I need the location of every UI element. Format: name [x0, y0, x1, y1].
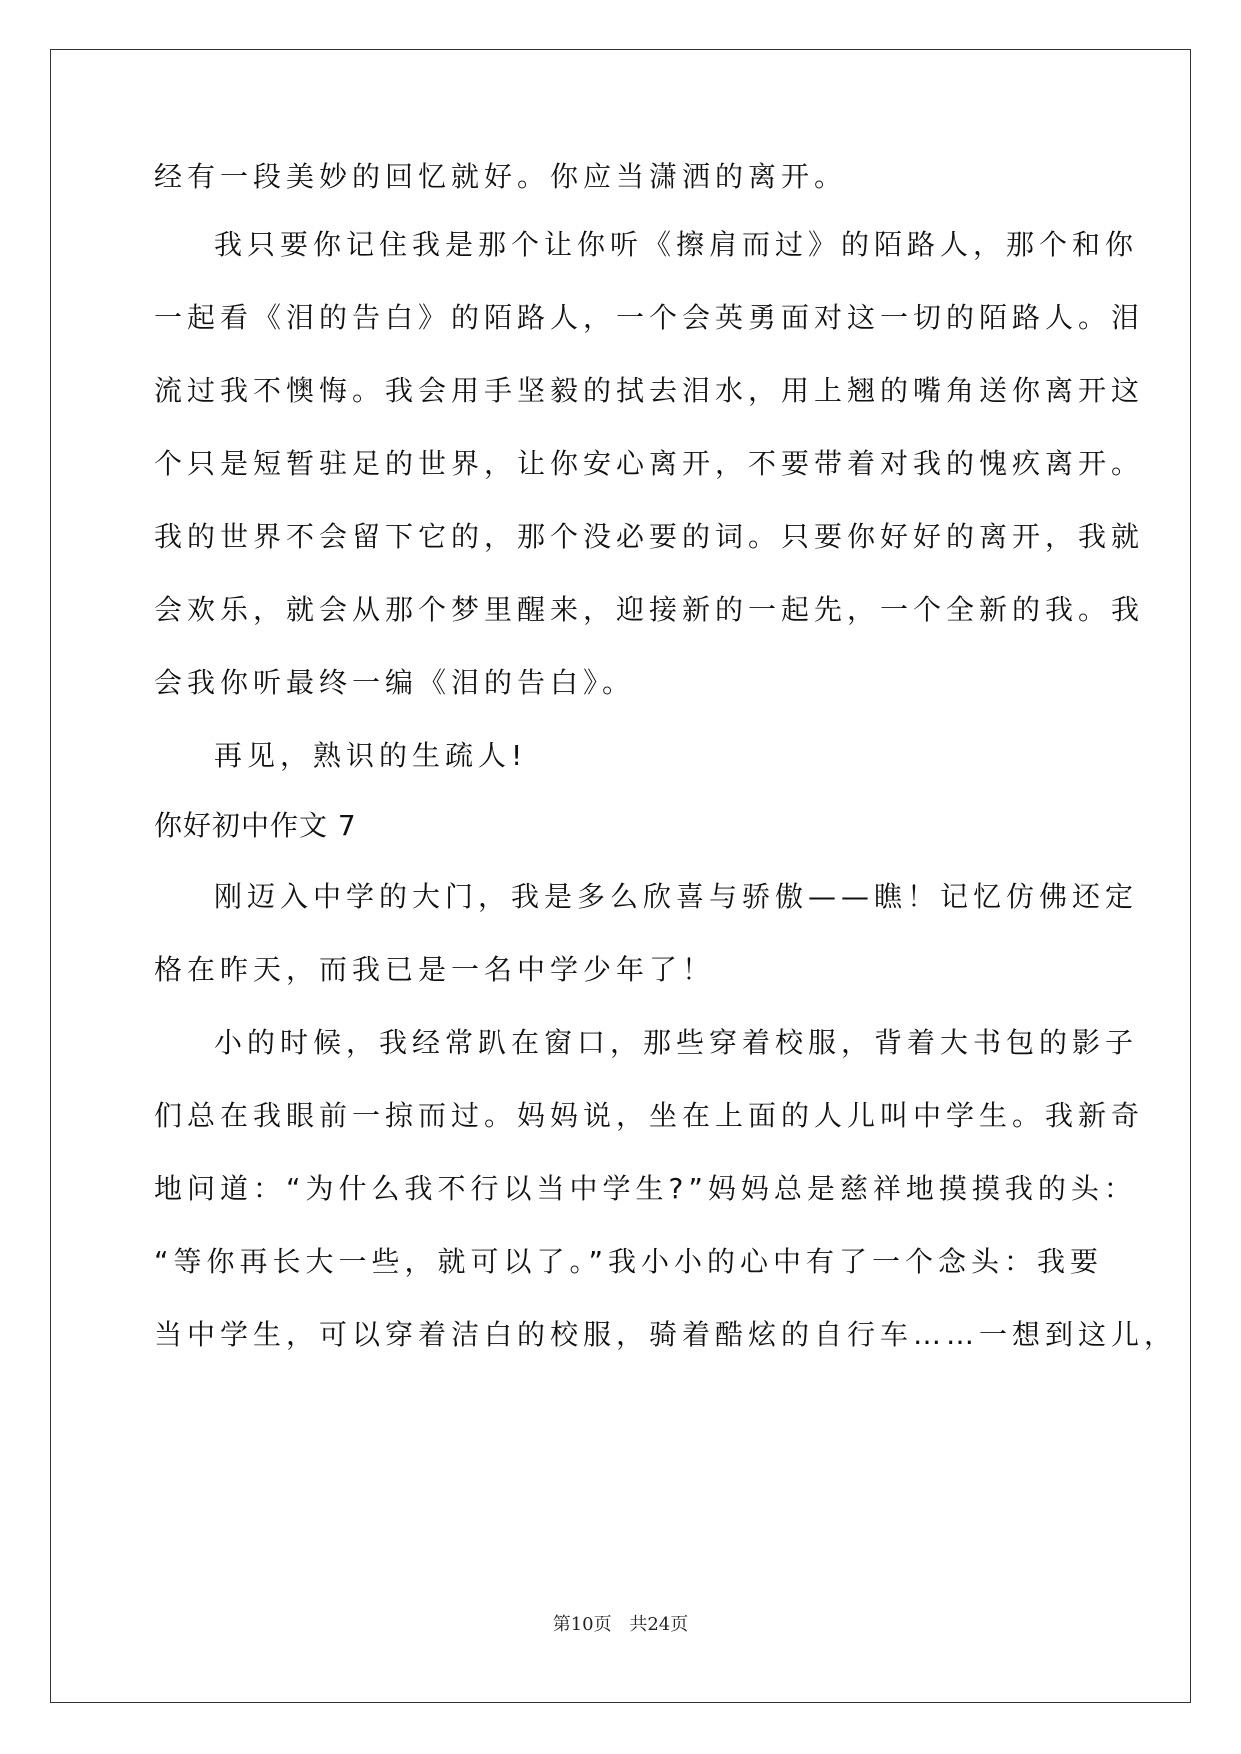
- text-line-9: 再见，熟识的生疏人!: [214, 739, 528, 772]
- text-line-4: 流过我不懊悔。我会用手坚毅的拭去泪水，用上翘的嘴角送你离开这: [154, 374, 1145, 407]
- text-line-1: 经有一段美妙的回忆就好。你应当潇洒的离开。: [154, 160, 848, 193]
- text-line-3: 一起看《泪的告白》的陌路人，一个会英勇面对这一切的陌路人。泪: [154, 301, 1145, 334]
- text-line-15: 地问道：“为什么我不行以当中学生?”妈妈总是慈祥地摸摸我的头：: [154, 1172, 1137, 1205]
- text-line-17: 当中学生，可以穿着洁白的校服，骑着酷炫的自行车……一想到这儿，: [154, 1318, 1178, 1351]
- text-line-5: 个只是短暂驻足的世界，让你安心离开，不要带着对我的愧疚离开。: [154, 447, 1145, 480]
- text-line-6: 我的世界不会留下它的，那个没必要的词。只要你好好的离开，我就: [154, 520, 1145, 553]
- page-number-total: 共24页: [629, 1614, 689, 1635]
- text-line-8: 会我你听最终一编《泪的告白》。: [154, 666, 636, 699]
- text-line-14: 们总在我眼前一掠而过。妈妈说，坐在上面的人儿叫中学生。我新奇: [154, 1099, 1145, 1132]
- section-heading: 你好初中作文 7: [154, 809, 357, 842]
- text-line-12: 格在昨天，而我已是一名中学少年了！: [154, 953, 716, 986]
- text-line-13: 小的时候，我经常趴在窗口，那些穿着校服，背着大书包的影子: [214, 1026, 1139, 1059]
- text-line-7: 会欢乐，就会从那个梦里醒来，迎接新的一起先，一个全新的我。我: [154, 593, 1145, 626]
- text-line-2: 我只要你记住我是那个让你听《擦肩而过》的陌路人，那个和你: [214, 228, 1139, 261]
- text-line-16: “等你再长大一些，就可以了。”我小小的心中有了一个念头：我要: [154, 1245, 1104, 1278]
- text-line-11: 刚迈入中学的大门，我是多么欣喜与骄傲——瞧！记忆仿佛还定: [214, 880, 1139, 913]
- page-number-current: 第10页: [552, 1614, 612, 1635]
- page-footer: [0, 1613, 1241, 1637]
